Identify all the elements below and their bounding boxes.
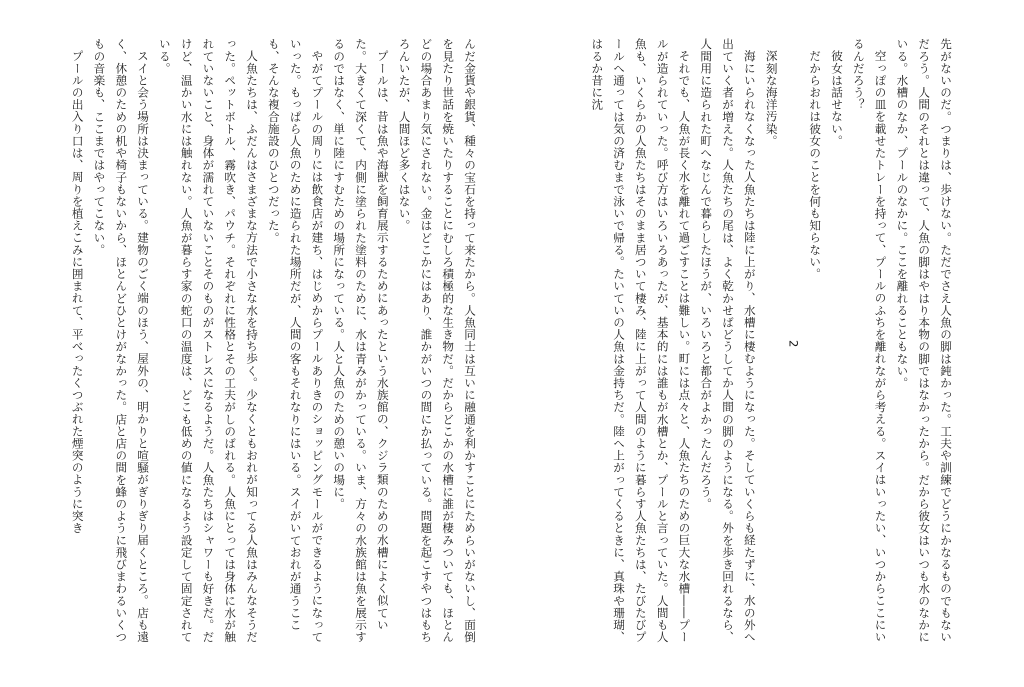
- paragraph: スイと会う場所は決まっている。建物のごく端のほう、屋外の、明かりと喧騒がぎりぎり届くところ。店も遠く、休憩のための机や椅子もないから、ほとんどひとけがなかった。店と店の間を蜂のように飛びまわるいくつもの音楽も、ここまではやってこない。: [92, 38, 151, 643]
- left-page-text: [70, 38, 480, 650]
- right-page-text: [576, 38, 956, 650]
- paragraph: 彼女は話せない。: [830, 49, 845, 147]
- paragraph: 空っぽの皿を載せたトレーを持って、プールのふちを離れながら考える。スイはいったい、いつからここにいるんだろう？: [851, 38, 888, 643]
- right-page: [512, 0, 1024, 687]
- paragraph: んだ金貨や銀貨、種々の宝石を持って来たから。人魚同士は互いに融通を利かすことにためらいがないし、面倒を見たり世話を焼いたりすることにむしろ積極的な生き物だ。だからどこかの水槽に誰が棲みついても、ほとんどの場合あまり気にされない。金はどこかにはあり、誰かがいつの間にか払っている。問題を起こすやつはもちろんいたが、人間ほど多くはない。: [397, 38, 477, 643]
- paragraph: 先がないのだ。つまりは、歩けない。ただでさえ人魚の脚は鈍かった。工夫や訓練でどうにかなるものでもないだろう。人間のそれとは違って、人魚の脚はやはり本物の脚ではなかったから。だから彼女はいつも水のなかにいる。水槽のなか、プールのなかに。ここを離れることもない。: [895, 38, 953, 643]
- paragraph: 深刻な海洋汚染。: [764, 49, 779, 147]
- paragraph: やがてプールの周りには飲食店が建ち、はじめからプールありきのショッピングモールができるようになっていった。もっぱら人魚のために造られた場所だが、人間の客もそれなりにはいる。スイがいておれが通うここも、そんな複合施設のひとつだった。: [266, 38, 325, 643]
- paragraph: 人魚たちは、ふだんはさまざまな方法で小さな水を持ち歩く。少なくともおれが知ってる人魚はみんなそうだった。ペットボトル、霧吹き、パウチ。それぞれに性格とその工夫がしのばれる。人魚にとっては身体に水が触れていないこと、身体が濡れていないことそのものがストレスになるようだ。人魚たちはシャワーも好きだ。だけど、温かい水には触れない。人魚が暮らす家の蛇口の温度は、どこも低めの値になるよう設定して固定されている。: [157, 38, 260, 643]
- paragraph: だからおれは彼女のことを何も知らない。: [808, 49, 823, 280]
- paragraph: プールは、昔は魚や海獣を飼育展示するためにあったという水族館の、クジラ類のための水槽によく似ていた。大きくて深くて、内側に塗られた塗料のために、水は青みがかっている。いま、方々の水族館は魚を展示するのではなく、単に陸にすむための場所になっている。人と人魚のための憩いの場に。: [332, 38, 390, 643]
- paragraph: それでも、人魚が長く水を離れて過ごすことは難しい。町には点々と、人魚たちのための巨大な水槽――プールが造られていった。呼び方はいろいろあったが、基本的には誰もが水槽とか、プールと言っていた。人間も人魚も、いくらかの人魚たちはそのまま居ついて棲み、陸に上がって人間のように暮らす人魚たちは、たびたびプールへ通っては気の済むまで泳いで帰る。たいていの人魚は金持ちだ。陸へ上がってくるときに、真珠や珊瑚、はるか昔に沈: [590, 38, 692, 643]
- paragraph: プールの出入り口は、周りを植えこみに囲まれて、平べったくつぶれた煙突のように突き: [70, 49, 85, 534]
- section-number: 2: [786, 340, 801, 348]
- paragraph: 海にいられなくなった人魚たちは陸に上がり、水槽に棲むようになった。そしていくらも経たずに、水の外へ出ていく者が増えた。人魚たちの尾は、よく乾かせばどうしてか人間の脚のようになる。外を歩き回れるなら、人間用に造られた町へなじんで暮らしたほうが、いろいろと都合がよかったんだろう。: [699, 38, 757, 643]
